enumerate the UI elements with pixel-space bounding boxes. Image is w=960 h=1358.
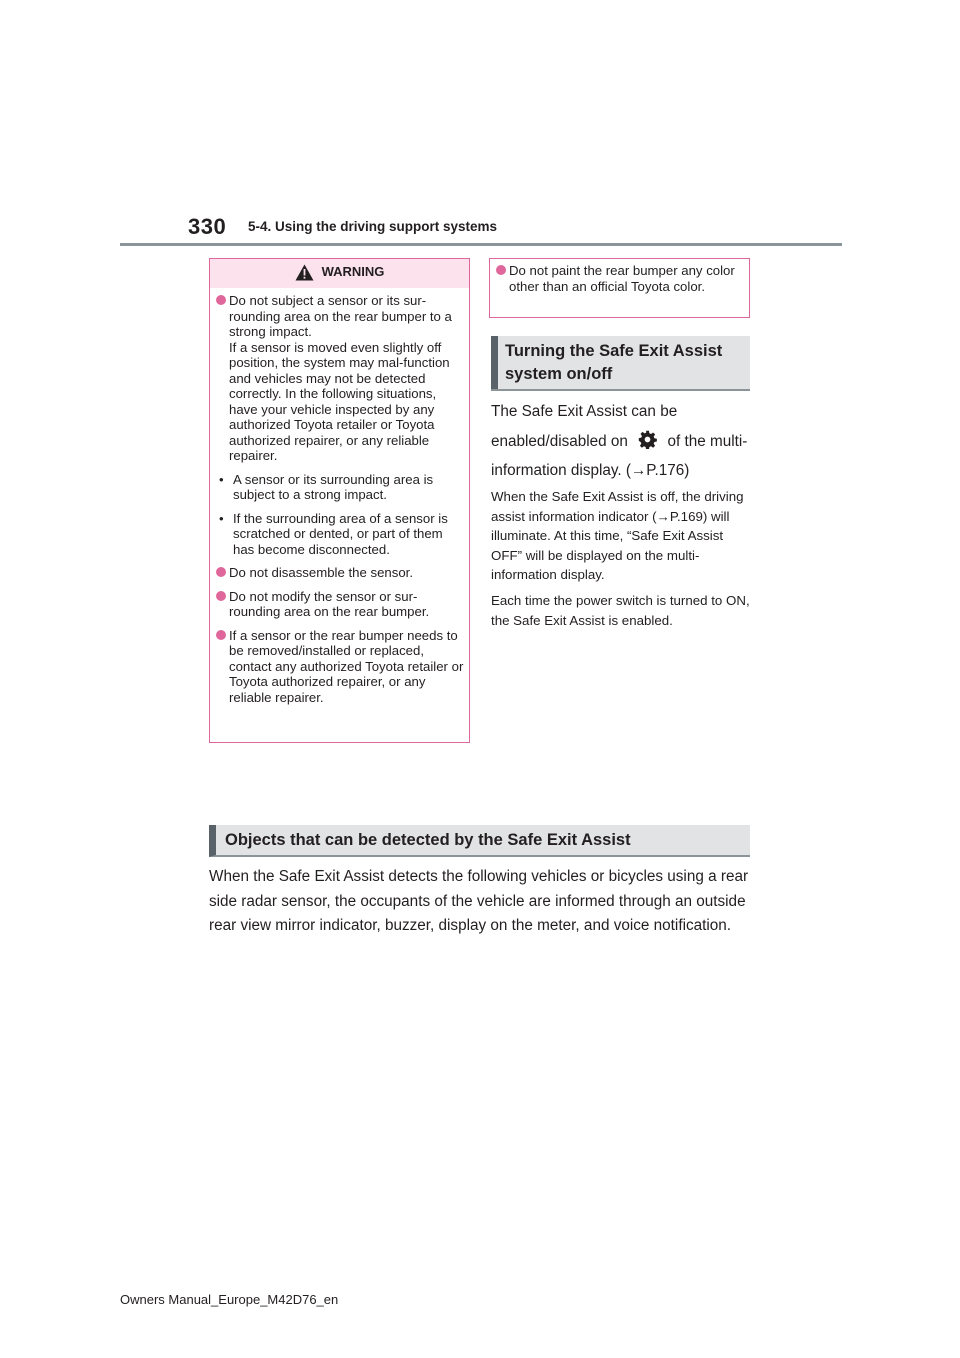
bullet-small-icon: • [219, 510, 224, 526]
bullet-dot-icon [216, 567, 226, 577]
section-title: 5-4. Using the driving support systems [248, 219, 498, 234]
warning-list [496, 263, 744, 302]
objects-paragraph: When the Safe Exit Assist detects the following vehicles or bicycles using a rear side radar sensor, the occupants of the vehicle are informed through an outside rear view mirror indicator, buzzer, display on the meter, and voice notification. [209, 868, 749, 934]
bullet-dot-icon [216, 630, 226, 640]
gear-icon [638, 430, 657, 449]
warning-item [216, 628, 464, 706]
turning-text-after: of the multi-information display. (→P.176) [491, 432, 748, 479]
turning-text-before: The Safe Exit Assist can be enabled/disabled on [491, 403, 678, 450]
warning-item-text: Do not paint the rear bumper any color other than an official Toyota color. [509, 263, 735, 294]
section-heading-turning: Turning the Safe Exit Assist system on/off [491, 336, 750, 390]
bullet-dot-icon [496, 265, 506, 275]
warning-list [216, 293, 464, 713]
page-number: 330 [188, 214, 227, 239]
header-divider [120, 243, 842, 246]
warning-title: WARNING [321, 264, 385, 279]
turning-paragraph [491, 397, 753, 486]
warning-triangle-icon [295, 264, 314, 281]
warning-subitem-text: If the surrounding area of a sensor is scratched or dented, or part of them has become disconnected. [233, 510, 448, 557]
warning-item-continuation: If a sensor is moved even slightly off position, the system may mal-function and vehicles may not be detected correctly. In the following situations, have your vehicle inspected by any authorized Toyota retailer or Toyota authorized repairer, or any reliable repairer. [229, 339, 450, 463]
warning-box [209, 258, 470, 743]
bullet-dot-icon [216, 591, 226, 601]
bullet-small-icon: • [219, 471, 224, 487]
warning-header [210, 259, 469, 288]
warning-item-text: Do not modify the sensor or sur-rounding area on the rear bumper. [229, 588, 430, 619]
warning-subitem [216, 511, 464, 558]
warning-item-text: Do not disassemble the sensor. [229, 565, 413, 580]
heading-underline [491, 389, 750, 391]
section-heading-objects: Objects that can be detected by the Safe Exit Assist [209, 825, 750, 857]
warning-box-continued [489, 258, 750, 318]
warning-subitem-text: A sensor or its surrounding area is subject to a strong impact. [233, 471, 434, 502]
warning-item [216, 293, 464, 464]
warning-item-text: If a sensor or the rear bumper needs to be removed/installed or replaced, contact any authorized Toyota retailer or Toyota authorized repairer, or any reliable repairer. [229, 627, 464, 705]
warning-item [496, 263, 744, 294]
bullet-dot-icon [216, 295, 226, 305]
warning-item [216, 565, 464, 581]
turning-note: Each time the power switch is turned to ON, the Safe Exit Assist is enabled. [491, 593, 750, 628]
warning-item [216, 589, 464, 620]
footer-text: Owners Manual_Europe_M42D76_en [120, 1292, 339, 1307]
warning-item-text: Do not subject a sensor or its sur-rounding area on the rear bumper to a strong impact. [229, 293, 452, 339]
turning-note: When the Safe Exit Assist is off, the driving assist information indicator (→P.169) will illuminate. At this time, “Safe Exit Assist OFF” will be displayed on the multi-information display. [491, 489, 744, 582]
warning-subitem [216, 472, 464, 503]
